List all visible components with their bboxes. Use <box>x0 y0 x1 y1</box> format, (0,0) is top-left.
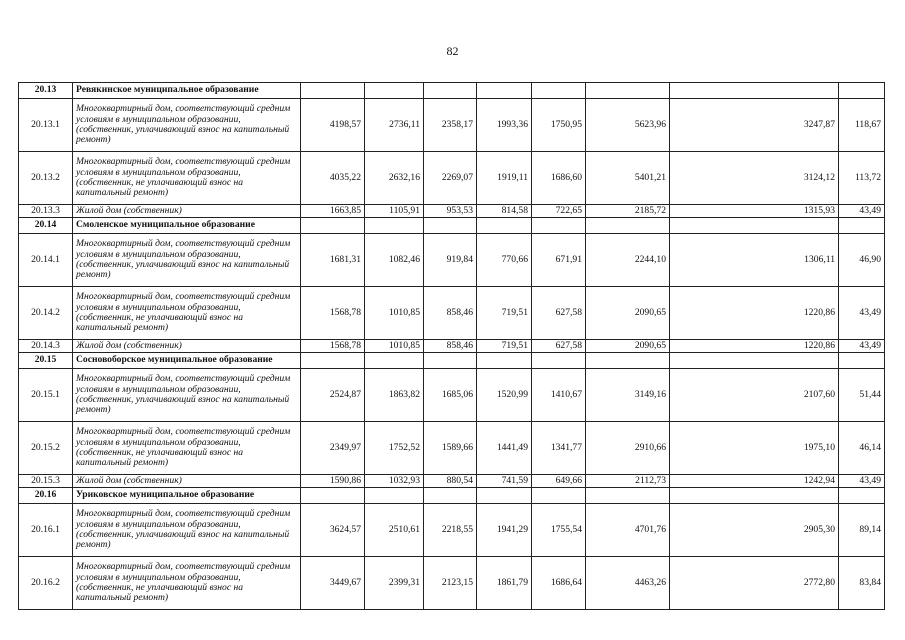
value-cell: 1755,54 <box>532 504 586 557</box>
value-cell: 4198,57 <box>301 99 365 152</box>
value-cell: 1863,82 <box>365 369 424 422</box>
value-cell: 113,72 <box>839 152 885 205</box>
table-row <box>19 369 885 422</box>
value-cell: 5401,21 <box>586 152 670 205</box>
value-cell: 2218,55 <box>424 504 477 557</box>
empty-cell <box>839 353 885 369</box>
empty-cell <box>424 218 477 234</box>
row-description: Многоквартирный дом, соответствующий средним условиям в муниципальном образовании, (собственник, не уплачивающий взнос на капитальный ремонт) <box>73 422 301 475</box>
value-cell: 3124,12 <box>670 152 839 205</box>
value-cell: 2399,31 <box>365 557 424 610</box>
value-cell: 1441,49 <box>477 422 532 475</box>
section-name: Смоленское муниципальное образование <box>73 218 301 234</box>
empty-cell <box>532 83 586 99</box>
value-cell: 1975,10 <box>670 422 839 475</box>
value-cell: 719,51 <box>477 287 532 340</box>
row-code: 20.15.1 <box>19 369 73 422</box>
row-code: 20.14.3 <box>19 340 73 353</box>
empty-cell <box>532 353 586 369</box>
value-cell: 2090,65 <box>586 340 670 353</box>
value-cell: 1590,86 <box>301 475 365 488</box>
empty-cell <box>839 488 885 504</box>
value-cell: 1941,29 <box>477 504 532 557</box>
empty-cell <box>477 218 532 234</box>
row-code: 20.13.1 <box>19 99 73 152</box>
empty-cell <box>586 488 670 504</box>
value-cell: 43,49 <box>839 287 885 340</box>
empty-cell <box>365 218 424 234</box>
section-header-row <box>19 488 885 504</box>
value-cell: 5623,96 <box>586 99 670 152</box>
row-code: 20.14.1 <box>19 234 73 287</box>
row-code: 20.15.2 <box>19 422 73 475</box>
value-cell: 722,65 <box>532 205 586 218</box>
empty-cell <box>670 218 839 234</box>
value-cell: 1861,79 <box>477 557 532 610</box>
value-cell: 2736,11 <box>365 99 424 152</box>
table-row <box>19 422 885 475</box>
value-cell: 1220,86 <box>670 287 839 340</box>
value-cell: 880,54 <box>424 475 477 488</box>
value-cell: 1663,85 <box>301 205 365 218</box>
value-cell: 858,46 <box>424 340 477 353</box>
value-cell: 919,84 <box>424 234 477 287</box>
value-cell: 627,58 <box>532 287 586 340</box>
value-cell: 2510,61 <box>365 504 424 557</box>
empty-cell <box>586 353 670 369</box>
section-header-row <box>19 218 885 234</box>
empty-cell <box>301 353 365 369</box>
row-description: Многоквартирный дом, соответствующий средним условиям в муниципальном образовании, (собственник, уплачивающий взнос на капитальный ремонт) <box>73 369 301 422</box>
row-description: Многоквартирный дом, соответствующий средним условиям в муниципальном образовании, (собственник, не уплачивающий взнос на капитальный ремонт) <box>73 557 301 610</box>
value-cell: 1750,95 <box>532 99 586 152</box>
value-cell: 671,91 <box>532 234 586 287</box>
row-code: 20.15.3 <box>19 475 73 488</box>
row-description: Жилой дом (собственник) <box>73 205 301 218</box>
empty-cell <box>301 83 365 99</box>
value-cell: 1568,78 <box>301 287 365 340</box>
table-row <box>19 205 885 218</box>
value-cell: 719,51 <box>477 340 532 353</box>
page-number: 82 <box>446 44 459 58</box>
value-cell: 741,59 <box>477 475 532 488</box>
value-cell: 2632,16 <box>365 152 424 205</box>
value-cell: 649,66 <box>532 475 586 488</box>
section-code: 20.16 <box>19 488 73 504</box>
value-cell: 51,44 <box>839 369 885 422</box>
empty-cell <box>586 218 670 234</box>
value-cell: 1105,91 <box>365 205 424 218</box>
value-cell: 4035,22 <box>301 152 365 205</box>
value-cell: 4463,26 <box>586 557 670 610</box>
row-code: 20.14.2 <box>19 287 73 340</box>
row-code: 20.13.2 <box>19 152 73 205</box>
tariff-table <box>18 82 885 610</box>
row-code: 20.13.3 <box>19 205 73 218</box>
table-row <box>19 504 885 557</box>
value-cell: 1568,78 <box>301 340 365 353</box>
empty-cell <box>839 83 885 99</box>
row-code: 20.16.2 <box>19 557 73 610</box>
row-description: Многоквартирный дом, соответствующий средним условиям в муниципальном образовании, (собственник, не уплачивающий взнос на капитальный ремонт) <box>73 287 301 340</box>
value-cell: 1220,86 <box>670 340 839 353</box>
value-cell: 2185,72 <box>586 205 670 218</box>
value-cell: 46,14 <box>839 422 885 475</box>
table-row <box>19 99 885 152</box>
value-cell: 1010,85 <box>365 287 424 340</box>
empty-cell <box>301 488 365 504</box>
value-cell: 43,49 <box>839 205 885 218</box>
empty-cell <box>365 353 424 369</box>
section-code: 20.14 <box>19 218 73 234</box>
empty-cell <box>477 488 532 504</box>
value-cell: 3449,67 <box>301 557 365 610</box>
section-name: Сосновоборское муниципальное образование <box>73 353 301 369</box>
empty-cell <box>477 83 532 99</box>
value-cell: 2269,07 <box>424 152 477 205</box>
section-code: 20.15 <box>19 353 73 369</box>
empty-cell <box>670 353 839 369</box>
table-row <box>19 152 885 205</box>
value-cell: 2107,60 <box>670 369 839 422</box>
value-cell: 1589,66 <box>424 422 477 475</box>
value-cell: 1520,99 <box>477 369 532 422</box>
empty-cell <box>424 83 477 99</box>
value-cell: 83,84 <box>839 557 885 610</box>
section-header-row <box>19 83 885 99</box>
empty-cell <box>532 218 586 234</box>
value-cell: 43,49 <box>839 475 885 488</box>
table-row <box>19 557 885 610</box>
value-cell: 1919,11 <box>477 152 532 205</box>
value-cell: 3624,57 <box>301 504 365 557</box>
empty-cell <box>670 83 839 99</box>
row-description: Многоквартирный дом, соответствующий средним условиям в муниципальном образовании, (собственник, уплачивающий взнос на капитальный ремонт) <box>73 99 301 152</box>
section-code: 20.13 <box>19 83 73 99</box>
value-cell: 1752,52 <box>365 422 424 475</box>
value-cell: 1686,64 <box>532 557 586 610</box>
empty-cell <box>839 218 885 234</box>
section-name: Ревякинское муниципальное образование <box>73 83 301 99</box>
empty-cell <box>424 353 477 369</box>
table-row <box>19 340 885 353</box>
value-cell: 1686,60 <box>532 152 586 205</box>
value-cell: 2349,97 <box>301 422 365 475</box>
table-row <box>19 234 885 287</box>
row-description: Многоквартирный дом, соответствующий средним условиям в муниципальном образовании, (собственник, уплачивающий взнос на капитальный ремонт) <box>73 234 301 287</box>
empty-cell <box>477 353 532 369</box>
value-cell: 1306,11 <box>670 234 839 287</box>
empty-cell <box>365 83 424 99</box>
value-cell: 3247,87 <box>670 99 839 152</box>
empty-cell <box>424 488 477 504</box>
value-cell: 46,90 <box>839 234 885 287</box>
value-cell: 2905,30 <box>670 504 839 557</box>
empty-cell <box>532 488 586 504</box>
value-cell: 1315,93 <box>670 205 839 218</box>
value-cell: 1242,94 <box>670 475 839 488</box>
value-cell: 953,53 <box>424 205 477 218</box>
value-cell: 770,66 <box>477 234 532 287</box>
row-code: 20.16.1 <box>19 504 73 557</box>
empty-cell <box>670 488 839 504</box>
empty-cell <box>365 488 424 504</box>
table-body <box>19 83 885 610</box>
value-cell: 2123,15 <box>424 557 477 610</box>
table-row <box>19 287 885 340</box>
row-description: Многоквартирный дом, соответствующий средним условиям в муниципальном образовании, (собственник, не уплачивающий взнос на капитальный ремонт) <box>73 152 301 205</box>
value-cell: 627,58 <box>532 340 586 353</box>
value-cell: 2090,65 <box>586 287 670 340</box>
value-cell: 89,14 <box>839 504 885 557</box>
empty-cell <box>301 218 365 234</box>
section-name: Уриковское муниципальное образование <box>73 488 301 504</box>
value-cell: 1341,77 <box>532 422 586 475</box>
value-cell: 1993,36 <box>477 99 532 152</box>
value-cell: 2244,10 <box>586 234 670 287</box>
value-cell: 2112,73 <box>586 475 670 488</box>
value-cell: 1010,85 <box>365 340 424 353</box>
row-description: Жилой дом (собственник) <box>73 340 301 353</box>
value-cell: 1032,93 <box>365 475 424 488</box>
value-cell: 1685,06 <box>424 369 477 422</box>
row-description: Жилой дом (собственник) <box>73 475 301 488</box>
value-cell: 858,46 <box>424 287 477 340</box>
value-cell: 1410,67 <box>532 369 586 422</box>
value-cell: 814,58 <box>477 205 532 218</box>
value-cell: 2524,87 <box>301 369 365 422</box>
value-cell: 3149,16 <box>586 369 670 422</box>
value-cell: 43,49 <box>839 340 885 353</box>
value-cell: 2910,66 <box>586 422 670 475</box>
section-header-row <box>19 353 885 369</box>
table-row <box>19 475 885 488</box>
value-cell: 2358,17 <box>424 99 477 152</box>
value-cell: 1681,31 <box>301 234 365 287</box>
value-cell: 2772,80 <box>670 557 839 610</box>
value-cell: 4701,76 <box>586 504 670 557</box>
value-cell: 118,67 <box>839 99 885 152</box>
row-description: Многоквартирный дом, соответствующий средним условиям в муниципальном образовании, (собственник, уплачивающий взнос на капитальный ремонт) <box>73 504 301 557</box>
value-cell: 1082,46 <box>365 234 424 287</box>
empty-cell <box>586 83 670 99</box>
